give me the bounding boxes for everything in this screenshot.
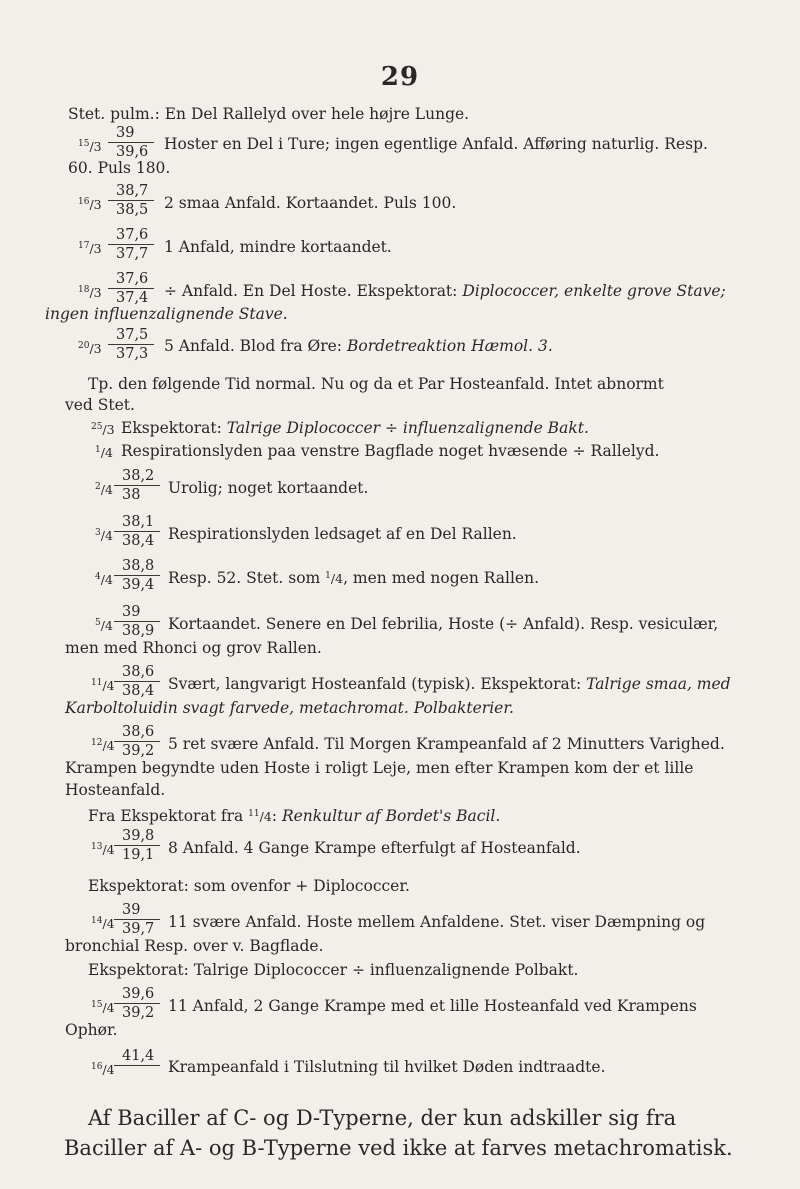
text-line: Ekspektorat: som ovenfor + Diplococcer. bbox=[88, 877, 410, 895]
entry-date: $^{14}$/4 bbox=[91, 916, 115, 931]
text-line: Tp. den følgende Tid normal. Nu og da et Par Hosteanfald. Intet abnormt bbox=[88, 375, 664, 393]
entry-text: 2 smaa Anfald. Kortaandet. Puls 100. bbox=[164, 194, 457, 212]
page-number: 29 bbox=[380, 62, 420, 92]
entry-date: $^2$/4 bbox=[95, 482, 113, 497]
entry-text: Ekspektorat: Talrige Diplococcer ÷ influenzalignende Bakt. bbox=[121, 419, 589, 437]
text-line: Fra Ekspektorat fra $^{11}$/4: Renkultur af Bordet's Bacil. bbox=[88, 807, 501, 825]
temperature-fraction: 39 38,9 bbox=[114, 604, 162, 639]
text-line: Hosteanfald. bbox=[65, 781, 166, 799]
entry-text: Respirationslyden paa venstre Bagflade noget hvæsende ÷ Rallelyd. bbox=[121, 442, 660, 460]
entry-text: 11 Anfald, 2 Gange Krampe med et lille Hosteanfald ved Krampens bbox=[168, 997, 697, 1015]
entry-text: Kortaandet. Senere en Del febrilia, Hoste (÷ Anfald). Resp. vesiculær, bbox=[168, 615, 719, 633]
entry-date: $^{15}$/4 bbox=[91, 1000, 115, 1015]
temperature-fraction: 38,1 38,4 bbox=[114, 514, 162, 549]
entry-date: $^{20}$/3 bbox=[78, 341, 102, 356]
text-line: Karboltoluidin svagt farvede, metachromat. Polbakterier. bbox=[65, 699, 514, 717]
entry-date: $^5$/4 bbox=[95, 618, 113, 633]
text-line: Ophør. bbox=[65, 1021, 118, 1039]
temperature-fraction: 39 39,7 bbox=[114, 902, 162, 937]
temperature-fraction: 37,6 37,4 bbox=[108, 271, 156, 306]
temperature-fraction: 38,6 39,2 bbox=[114, 724, 162, 759]
conclusion-line: Af Baciller af C- og D-Typerne, der kun adskiller sig fra bbox=[88, 1106, 677, 1130]
entry-text: Respirationslyden ledsaget af en Del Rallen. bbox=[168, 525, 517, 543]
entry-text: 5 ret svære Anfald. Til Morgen Krampeanfald af 2 Minutters Varighed. bbox=[168, 735, 725, 753]
entry-date: $^{25}$/3 bbox=[91, 422, 115, 437]
text-line: Ekspektorat: Talrige Diplococcer ÷ influenzalignende Polbakt. bbox=[88, 961, 579, 979]
temperature-fraction: 37,6 37,7 bbox=[108, 227, 156, 262]
text-line: men med Rhonci og grov Rallen. bbox=[65, 639, 322, 657]
temperature-fraction: 38,7 38,5 bbox=[108, 183, 156, 218]
temperature-fraction: 39,8 19,1 bbox=[114, 828, 162, 863]
text-line: bronchial Resp. over v. Bagflade. bbox=[65, 937, 324, 955]
text-line: ved Stet. bbox=[65, 396, 135, 414]
entry-text: Svært, langvarigt Hosteanfald (typisk). Ekspektorat: Talrige smaa, med bbox=[168, 675, 731, 693]
text-line: 60. Puls 180. bbox=[68, 159, 171, 177]
temperature-fraction: 38,2 38 bbox=[114, 468, 162, 503]
entry-date: $^3$/4 bbox=[95, 528, 113, 543]
entry-date: $^{13}$/4 bbox=[91, 842, 115, 857]
temperature-fraction: 37,5 37,3 bbox=[108, 327, 156, 362]
entry-text: 8 Anfald. 4 Gange Krampe efterfulgt af Hosteanfald. bbox=[168, 839, 581, 857]
entry-text: ÷ Anfald. En Del Hoste. Ekspektorat: Diplococcer, enkelte grove Stave; bbox=[164, 282, 726, 300]
text-line: Krampen begyndte uden Hoste i roligt Leje, men efter Krampen kom der et lille bbox=[65, 759, 694, 777]
temperature-fraction: 39 39,6 bbox=[108, 125, 156, 160]
temperature-fraction: 39,6 39,2 bbox=[114, 986, 162, 1021]
entry-text: Krampeanfald i Tilslutning til hvilket Døden indtraadte. bbox=[168, 1058, 606, 1076]
entry-text: Resp. 52. Stet. som $^1$/4, men med nogen Rallen. bbox=[168, 569, 540, 587]
entry-date: $^1$/4 bbox=[95, 445, 113, 460]
entry-date: $^{11}$/4 bbox=[91, 678, 115, 693]
entry-text: 11 svære Anfald. Hoste mellem Anfaldene. Stet. viser Dæmpning og bbox=[168, 913, 706, 931]
entry-text: 1 Anfald, mindre kortaandet. bbox=[164, 238, 392, 256]
text-line: Stet. pulm.: En Del Rallelyd over hele højre Lunge. bbox=[68, 105, 470, 123]
entry-date: $^{18}$/3 bbox=[78, 285, 102, 300]
conclusion-line: Baciller af A- og B-Typerne ved ikke at farves metachromatisk. bbox=[64, 1136, 733, 1160]
temperature-fraction: 38,8 39,4 bbox=[114, 558, 162, 593]
entry-date: $^{16}$/4 bbox=[91, 1062, 115, 1077]
text-line: ingen influenzalignende Stave. bbox=[45, 305, 288, 323]
entry-date: $^4$/4 bbox=[95, 572, 113, 587]
entry-date: $^{17}$/3 bbox=[78, 241, 102, 256]
entry-date: $^{15}$/3 bbox=[78, 139, 102, 154]
temperature-fraction: 41,4 bbox=[114, 1048, 162, 1067]
entry-text: Urolig; noget kortaandet. bbox=[168, 479, 369, 497]
entry-text: 5 Anfald. Blod fra Øre: Bordetreaktion Hæmol. 3. bbox=[164, 337, 553, 355]
entry-text: Hoster en Del i Ture; ingen egentlige Anfald. Afføring naturlig. Resp. bbox=[164, 135, 708, 153]
temperature-fraction: 38,6 38,4 bbox=[114, 664, 162, 699]
entry-date: $^{12}$/4 bbox=[91, 738, 115, 753]
entry-date: $^{16}$/3 bbox=[78, 197, 102, 212]
